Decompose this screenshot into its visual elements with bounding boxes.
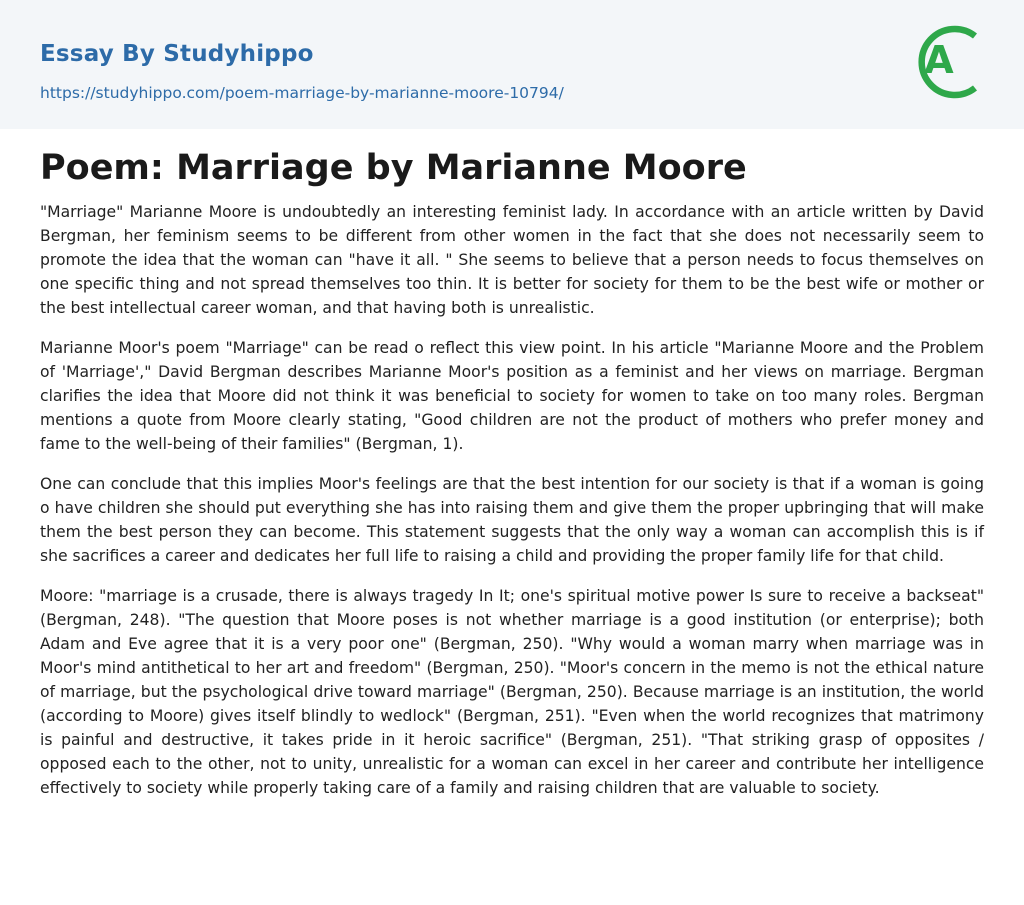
essay-paragraph: One can conclude that this implies Moor's feelings are that the best intention for our society is that if a woman is going o have children she should put everything she has into raising them and give them the proper upbringing that will make them the best person they can become. This statement suggests that the only way a woman can accomplish this is if she sacrifices a career and dedicates her full life to raising a child and providing the proper family life for that child. [40,475,984,565]
studyhippo-logo-icon[interactable] [912,18,986,106]
site-header [0,0,1024,129]
logo-letter: A [924,38,954,82]
essay-paragraph: Marianne Moor's poem "Marriage" can be read o reflect this view point. In his article "Marianne Moore and the Problem of 'Marriage'," David Bergman describes Marianne Moor's position as a feminist and her views on marriage. Bergman clarifies the idea that Moore did not think it was beneficial to society for women to take on too many roles. Bergman mentions a quote from Moore clearly stating, "Good children are not the product of mothers who prefer money and fame to the well-being of their families" (Bergman, 1). [40,339,984,453]
essay-body [40,200,984,816]
essay-paragraph: Moore: "marriage is a crusade, there is always tragedy In It; one's spiritual motive power Is sure to receive a backseat" (Bergman, 248). "The question that Moore poses is not whether marriage is a good institution (or enterprise); both Adam and Eve agree that it is a very poor one" (Bergman, 250). "Why would a woman marry when marriage was in Moor's mind antithetical to her art and freedom" (Bergman, 250). "Moor's concern in the memo is not the ethical nature of marriage, but the psychological drive toward marriage" (Bergman, 250). Because marriage is an institution, the world (according to Moore) gives itself blindly to wedlock" (Bergman, 251). "Even when the world recognizes that matrimony is painful and destructive, it takes pride in it heroic sacrifice" (Bergman, 251). "That striking grasp of opposites / opposed each to the other, not to unity, unrealistic for a woman can excel in her career and contribute her intelligence effectively to society while properly taking care of a family and raising children that are valuable to society. [40,587,984,797]
source-url-link[interactable]: https://studyhippo.com/poem-marriage-by-marianne-moore-10794/ [40,84,564,102]
brand-name[interactable]: Essay By Studyhippo [40,41,314,67]
essay-paragraph: "Marriage" Marianne Moore is undoubtedly an interesting feminist lady. In accordance with an article written by David Bergman, her feminism seems to be different from other women in the fact that she does not necessarily seem to promote the idea that the woman can "have it all. " She seems to believe that a person needs to focus themselves on one specific thing and not spread themselves too thin. It is better for society for them to be the best wife or mother or the best intellectual career woman, and that having both is unrealistic. [40,203,984,317]
page-title: Poem: Marriage by Marianne Moore [40,148,747,188]
